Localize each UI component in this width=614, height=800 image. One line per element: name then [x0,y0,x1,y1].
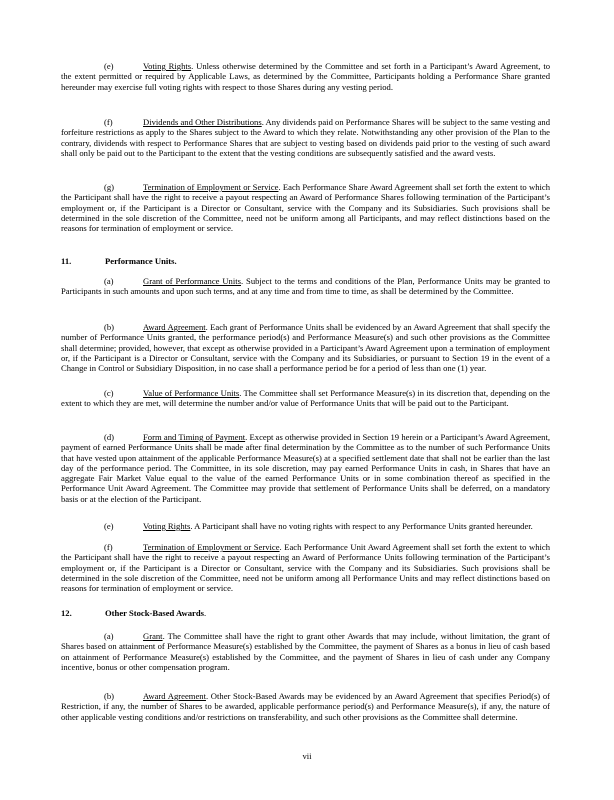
paragraph-text: . Each grant of Performance Units shall be evidenced by an Award Agreement that shall specify the number of Performance Units granted, the performance period(s) and Performance Measure(s) and such other provisions as the Committee shall determine; provided, however, that except as otherwise provided in a Participant’s Award Agreement upon a termination of employment or, if the Participant is a Director or Consultant, service with the Company and its Subsidiaries, or pursuant to Section 19 in the event of a Change in Control or Subsidiary Disposition, in no case shall a performance period be for a period of less than one (1) year. [61,322,550,374]
page-number: vii [302,751,312,761]
paragraph-title: Grant [143,631,163,641]
section-heading-11 [61,256,177,266]
section-title-period: . [204,608,207,618]
paragraph-11f [61,542,550,593]
paragraph-title: Termination of Employment or Service [143,182,279,192]
paragraph-number: (g) [104,182,115,192]
section-number: 11. [61,256,72,266]
paragraph-11c [61,388,550,409]
paragraph-text: . The Committee shall set Performance Measure(s) in its discretion that, depending on the extent to which they are met, will determine the number and/or value of Performance Units that will be paid out to the Participant. [61,388,550,409]
paragraph-number: (d) [104,432,115,442]
paragraph-text: . The Committee shall have the right to grant other Awards that may include, without limitation, the grant of Shares based on attainment of Performance Measure(s) established by the Committee, the payment of Shares as a bonus in lieu of cash based on attainment of Performance Measure(s) established by the Committee, and the payment of Shares in lieu of cash under any Company incentive, bonus or other compensation program. [61,631,550,672]
paragraph-11e [61,521,550,531]
paragraph-11a [61,276,550,297]
paragraph-title: Dividends and Other Distributions [143,117,262,127]
paragraph-text: . Unless otherwise determined by the Committee and set forth in a Participant’s Award Agreement, to the extent permitted or required by Applicable Laws, as determined by the Committee, Participants holding a Performance Share granted hereunder may exercise full voting rights with respect to those Shares during any vesting period. [61,61,550,92]
paragraph-10g [61,182,550,233]
paragraph-11d [61,432,550,504]
paragraph-title: Award Agreement [143,322,206,332]
paragraph-title: Termination of Employment or Service [143,542,280,552]
paragraph-10e [61,61,550,92]
paragraph-12b [61,691,550,722]
paragraph-text: . Except as otherwise provided in Section 19 herein or a Participant’s Award Agreement, payment of earned Performance Units shall be made after final determination by the Committee as to the number of such Performance Units that have vested upon attainment of the applicable Performance Measure(s) at a specified settlement date that shall not be earlier than the last day of the performance period. The Committee, in its sole discretion, may pay earned Performance Units in cash, in Shares that have an aggregate Fair Market Value equal to the value of the earned Performance Units or in some combination thereof as specified in the Performance Unit Award Agreement. The Committee may provide that settlement of Performance Units shall be deferred, on a mandatory basis or at the election of the Participant. [61,432,550,504]
paragraph-10f [61,117,550,158]
paragraph-number: (e) [104,521,114,531]
paragraph-title: Value of Performance Units [143,388,240,398]
section-number: 12. [61,608,72,618]
paragraph-number: (a) [104,631,114,641]
paragraph-number: (c) [104,388,114,398]
paragraph-text: . A Participant shall have no voting rights with respect to any Performance Units granted hereunder. [190,521,533,531]
paragraph-number: (e) [104,61,114,71]
paragraph-text: . Subject to the terms and conditions of the Plan, Performance Units may be granted to Participants in such amounts and upon such terms, and at any time and from time to time, as shall be determined by the Committee. [61,276,550,297]
paragraph-text: . Any dividends paid on Performance Shares will be subject to the same vesting and forfeiture restrictions as apply to the Shares subject to the Award to which they relate. Notwithstanding any other provision of the Plan to the contrary, dividends with respect to Performance Shares that are subject to vesting based on dividends paid prior to the vesting of such award shall only be paid out to the Participant to the extent that the vesting conditions are subsequently satisfied and the award vests. [61,117,550,158]
paragraph-title: Voting Rights [143,61,192,71]
paragraph-text: . Other Stock-Based Awards may be evidenced by an Award Agreement that specifies Period(s) of Restriction, if any, the number of Shares to be awarded, applicable performance period(s) and Performance Measure(s), if any, the nature of other applicable vesting conditions and/or restrictions on transferability, and such other provisions as the Committee shall determine. [61,691,550,722]
section-title: Performance Units. [105,256,177,266]
paragraph-title: Award Agreement [143,691,206,701]
paragraph-number: (f) [104,542,113,552]
section-title: Other Stock-Based Awards [105,608,204,618]
paragraph-title: Form and Timing of Payment [143,432,246,442]
paragraph-number: (b) [104,322,115,332]
paragraph-text: . Each Performance Share Award Agreement shall set forth the extent to which the Participant shall have the right to receive a payout respecting an Award of Performance Shares following termination of the Participant’s employment or, if the Participant is a Director or Consultant, service with the Company and its Subsidiaries. Such provisions shall be determined in the sole discretion of the Committee, need not be uniform among all Participants, and may reflect distinctions based on the reasons for termination of employment or service. [61,182,551,234]
section-heading-12 [61,608,206,618]
paragraph-11b [61,322,550,373]
paragraph-title: Grant of Performance Units [143,276,241,286]
paragraph-12a [61,631,550,672]
paragraph-text: . Each Performance Unit Award Agreement shall set forth the extent to which the Participant shall have the right to receive a payout respecting an Award of Performance Units following termination of the Participant’s employment or, if the Participant is a Director or Consultant, service with the Company and its Subsidiaries. Such provisions shall be determined in the sole discretion of the Committee, need not be uniform among all Performance Units and may reflect distinctions based on reasons for termination of employment or service. [61,542,551,594]
paragraph-title: Voting Rights [143,521,191,531]
paragraph-number: (f) [104,117,113,127]
paragraph-number: (b) [104,691,115,701]
paragraph-number: (a) [104,276,114,286]
